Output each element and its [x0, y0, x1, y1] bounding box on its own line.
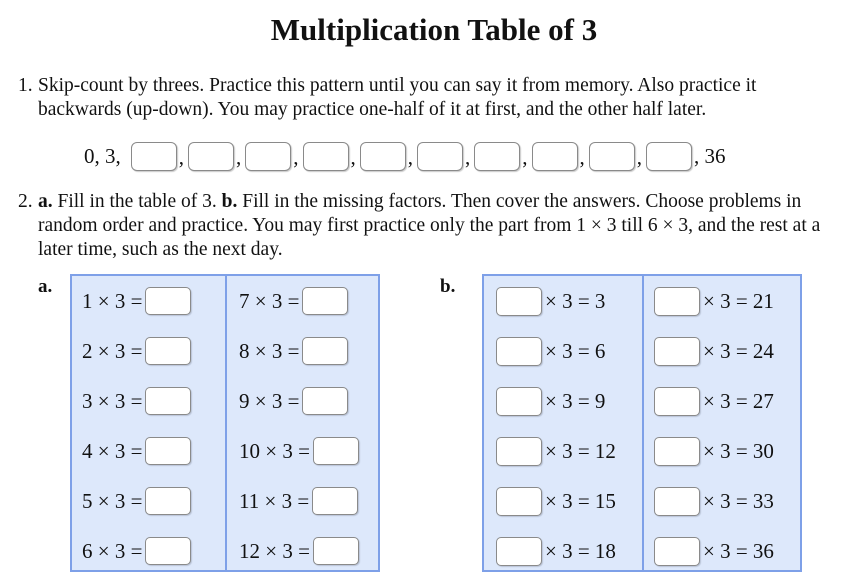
table-b-row [484, 536, 642, 566]
table-a-row [72, 286, 225, 316]
skip-count-answer-box[interactable] [245, 142, 291, 171]
equation-text: × 3 = 15 [545, 488, 616, 513]
equation-text: × 3 = 27 [703, 388, 774, 413]
table-b [482, 274, 802, 572]
equation-text: 11 × 3 = [239, 488, 310, 513]
product-answer-box[interactable] [145, 537, 191, 565]
table-a-column-1 [72, 276, 225, 570]
problem-2-number: 2. [18, 191, 33, 212]
table-a [70, 274, 380, 572]
table-a-row [72, 336, 225, 366]
part-a-label: a. [38, 276, 53, 297]
product-answer-box[interactable] [145, 287, 191, 315]
equation-text: × 3 = 21 [703, 288, 774, 313]
product-answer-box[interactable] [145, 337, 191, 365]
missing-factor-box[interactable] [654, 387, 700, 416]
missing-factor-box[interactable] [496, 487, 542, 516]
table-b-row [484, 436, 642, 466]
table-b-row [484, 486, 642, 516]
skip-count-answer-box[interactable] [303, 142, 349, 171]
sequence-separator: , [465, 145, 471, 169]
product-answer-box[interactable] [145, 387, 191, 415]
equation-text: 2 × 3 = [82, 338, 143, 363]
part-a-marker: a. [38, 191, 53, 212]
table-b-row [644, 336, 800, 366]
sequence-separator: , [407, 145, 413, 169]
table-b-row [644, 386, 800, 416]
problem-1 [18, 74, 848, 124]
table-a-row [72, 386, 225, 416]
missing-factor-box[interactable] [496, 437, 542, 466]
table-a-row [227, 436, 378, 466]
skip-count-answer-box[interactable] [532, 142, 578, 171]
equation-text: 1 × 3 = [82, 288, 143, 313]
equation-text: 5 × 3 = [82, 488, 143, 513]
table-a-row [227, 486, 378, 516]
table-b-row [644, 486, 800, 516]
table-b-row [484, 386, 642, 416]
table-b-row [644, 286, 800, 316]
part-b-instruction: Fill in the missing factors. Then cover the answers. Choose problems in random order and practice. You may first practice only the part from 1 × 3 till 6 × 3, and the rest at a later time, such as the next day. [38, 191, 821, 260]
product-answer-box[interactable] [313, 437, 359, 465]
equation-text: × 3 = 12 [545, 438, 616, 463]
sequence-separator: , [522, 145, 528, 169]
table-b-column-1 [484, 276, 642, 570]
skip-count-answer-box[interactable] [360, 142, 406, 171]
page-title: Multiplication Table of 3 [270, 12, 598, 47]
equation-text: 7 × 3 = [239, 288, 300, 313]
product-answer-box[interactable] [302, 337, 348, 365]
table-a-row [72, 536, 225, 566]
skip-count-answer-box[interactable] [131, 142, 177, 171]
equation-text: 8 × 3 = [239, 338, 300, 363]
missing-factor-box[interactable] [654, 287, 700, 316]
table-a-row [227, 336, 378, 366]
sequence-separator: , [350, 145, 356, 169]
skip-count-answer-box[interactable] [474, 142, 520, 171]
table-a-row [227, 386, 378, 416]
problem-1-instructions: Skip-count by threes. Practice this pattern until you can say it from memory. Also practice it backwards (up-down). You may practice one-half of it at first, and the other half later. [38, 75, 757, 120]
table-b-column-2 [642, 276, 800, 570]
equation-text: 4 × 3 = [82, 438, 143, 463]
table-a-row [227, 536, 378, 566]
table-b-row [484, 286, 642, 316]
missing-factor-box[interactable] [654, 337, 700, 366]
equation-text: × 3 = 9 [545, 388, 606, 413]
sequence-separator: , [293, 145, 299, 169]
skip-count-answer-box[interactable] [646, 142, 692, 171]
product-answer-box[interactable] [313, 537, 359, 565]
sequence-separator: , [178, 145, 184, 169]
equation-text: × 3 = 36 [703, 538, 774, 563]
product-answer-box[interactable] [302, 387, 348, 415]
equation-text: × 3 = 24 [703, 338, 774, 363]
sequence-separator: , [636, 145, 642, 169]
sequence-separator: , [236, 145, 242, 169]
missing-factor-box[interactable] [496, 287, 542, 316]
part-a-instruction: Fill in the table of 3. [52, 191, 222, 212]
equation-text: 10 × 3 = [239, 438, 310, 463]
problem-2-instructions [38, 190, 848, 262]
part-b-label: b. [440, 276, 456, 297]
skip-count-answer-box[interactable] [188, 142, 234, 171]
skip-count-sequence [84, 138, 726, 174]
table-a-row [72, 436, 225, 466]
missing-factor-box[interactable] [654, 437, 700, 466]
product-answer-box[interactable] [145, 437, 191, 465]
sequence-end: , 36 [694, 143, 726, 168]
skip-count-answer-box[interactable] [417, 142, 463, 171]
table-b-row [644, 436, 800, 466]
missing-factor-box[interactable] [654, 487, 700, 516]
sequence-start: 0, 3, [84, 143, 121, 168]
sequence-separator: , [579, 145, 585, 169]
equation-text: × 3 = 33 [703, 488, 774, 513]
product-answer-box[interactable] [145, 487, 191, 515]
missing-factor-box[interactable] [496, 537, 542, 566]
part-b-marker: b. [221, 191, 238, 212]
equation-text: × 3 = 18 [545, 538, 616, 563]
missing-factor-box[interactable] [496, 337, 542, 366]
equation-text: × 3 = 30 [703, 438, 774, 463]
table-a-column-2 [225, 276, 378, 570]
product-answer-box[interactable] [302, 287, 348, 315]
table-a-row [227, 286, 378, 316]
missing-factor-box[interactable] [654, 537, 700, 566]
equation-text: × 3 = 3 [545, 288, 606, 313]
equation-text: × 3 = 6 [545, 338, 606, 363]
equation-text: 3 × 3 = [82, 388, 143, 413]
table-a-row [72, 486, 225, 516]
problem-2 [18, 190, 848, 265]
equation-text: 9 × 3 = [239, 388, 300, 413]
table-b-row [644, 536, 800, 566]
equation-text: 12 × 3 = [239, 538, 310, 563]
product-answer-box[interactable] [312, 487, 358, 515]
equation-text: 6 × 3 = [82, 538, 143, 563]
missing-factor-box[interactable] [496, 387, 542, 416]
skip-count-answer-box[interactable] [589, 142, 635, 171]
table-b-row [484, 336, 642, 366]
problem-1-number: 1. [18, 75, 33, 96]
